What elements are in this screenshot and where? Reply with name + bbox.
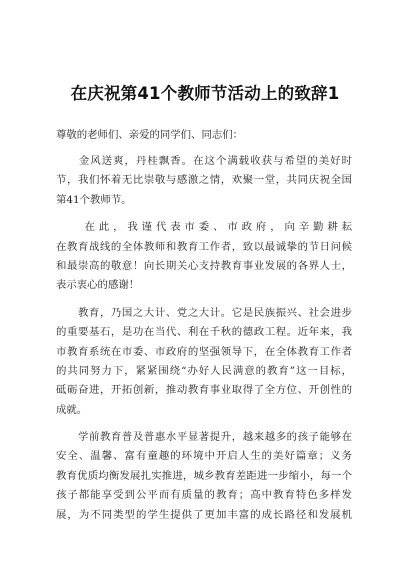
text-line: 表示衷心的感谢！: [56, 279, 140, 292]
paragraph-2: [56, 218, 352, 296]
text-line: 的重要基石，是功在当代、利在千秋的德政工程。近年来，我: [56, 326, 352, 339]
text-line: 在此，我谨代表市委、市政府，向辛勤耕耘: [56, 221, 352, 234]
text-line: 的共同努力下，紧紧围绕“办好人民满意的教育”这一目标，: [56, 364, 352, 377]
text-line: 孩子都能享受到公平而有质量的教育；高中教育特色多样发: [56, 489, 352, 502]
text-line: 展，为不同类型的学生提供了更加丰富的成长路径和发展机: [56, 508, 352, 521]
text-line: 教育，乃国之大计、党之大计。它是民族振兴、社会进步: [56, 306, 352, 319]
greeting-line: 尊敬的老师们、亲爱的同学们、同志们：: [56, 129, 244, 141]
text-line: 金风送爽，丹桂飘香。在这个满载收获与希望的美好时: [56, 155, 352, 167]
text-line: 成就。: [56, 403, 88, 416]
text-line: 和最崇高的敬意！向长期关心支持教育事业发展的各界人士，: [56, 259, 352, 272]
text-line: 第41个教师节。: [56, 193, 132, 206]
text-line: 在教育战线的全体教师和教育工作者，致以最诚挚的节日问候: [56, 240, 352, 253]
document-body: [56, 126, 352, 533]
paragraph-4: [56, 428, 352, 525]
text-line: 学前教育普及普惠水平显著提升，越来越多的孩子能够在: [56, 431, 352, 444]
text-line: 砥砺奋进，开拓创新，推动教育事业取得了全方位、开创性的: [56, 384, 352, 397]
paragraph-3: [56, 304, 352, 420]
paragraph-1: [56, 152, 352, 210]
text-line: 教育优质均衡发展扎实推进，城乡教育差距进一步缩小，每一个: [56, 469, 352, 482]
text-line: 市教育系统在市委、市政府的坚强领导下，在全体教育工作者: [56, 345, 352, 358]
text-line: 安全、温馨、富有童趣的环境中开启人生的美好篇章；义务: [56, 450, 352, 463]
text-line: 节，我们怀着无比崇敬与感激之情，欢聚一堂，共同庆祝全国: [56, 174, 352, 187]
document-title: 在庆祝第41个教师节活动上的致辞1: [70, 84, 340, 103]
